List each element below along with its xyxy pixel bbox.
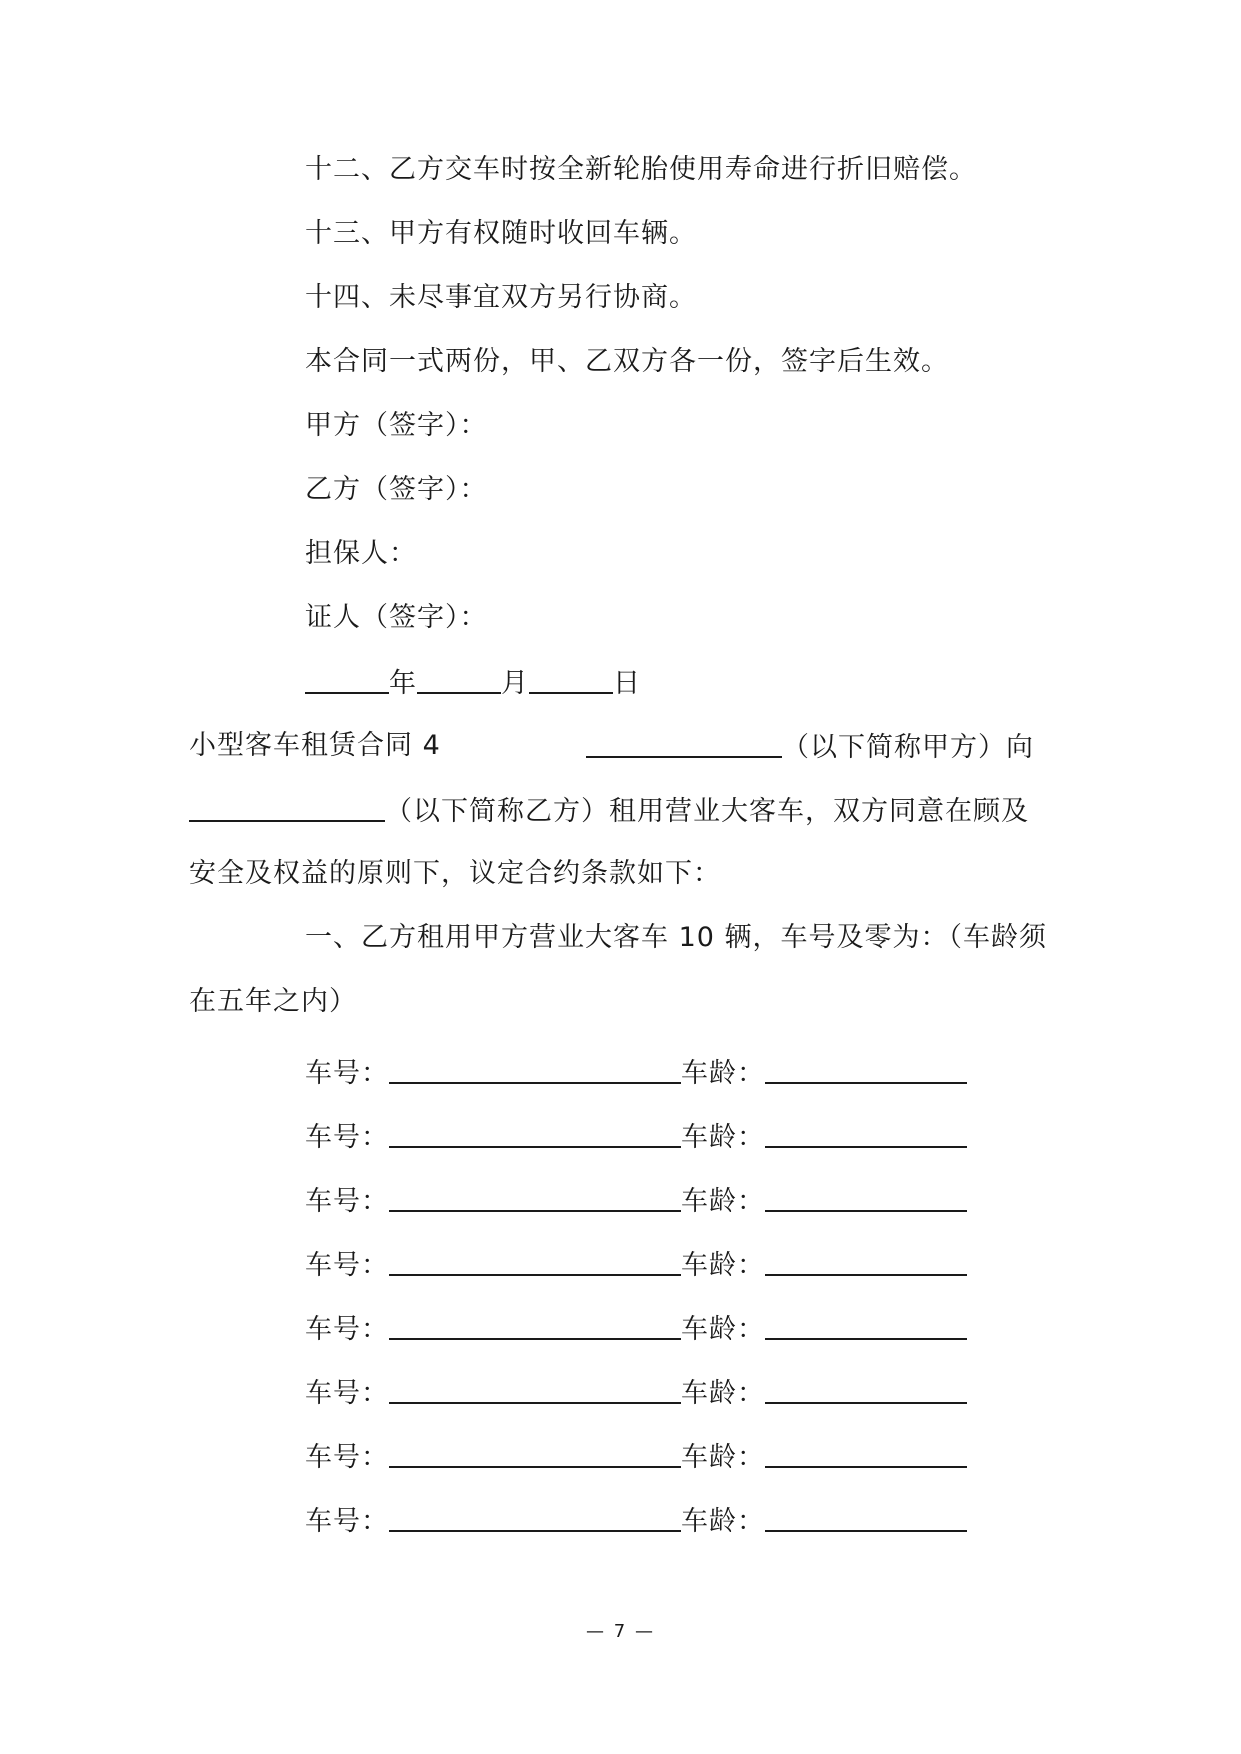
age-blank	[765, 1436, 967, 1468]
year-label: 年	[389, 668, 417, 699]
party-a-suffix: （以下简称甲方）向	[782, 732, 1034, 763]
month-label: 月	[501, 668, 529, 699]
clause-13: 十三、甲方有权随时收回车辆。	[305, 218, 697, 249]
age-blank	[765, 1052, 967, 1084]
plate-blank	[389, 1052, 681, 1084]
day-label: 日	[613, 668, 641, 699]
age-label: 车龄：	[681, 1186, 765, 1217]
plate-blank	[389, 1500, 681, 1532]
plate-label: 车号：	[305, 1250, 389, 1281]
vehicle-row	[305, 1180, 967, 1222]
age-blank	[765, 1308, 967, 1340]
plate-blank	[389, 1180, 681, 1212]
age-blank	[765, 1116, 967, 1148]
plate-label: 车号：	[305, 1186, 389, 1217]
age-label: 车龄：	[681, 1314, 765, 1345]
clause-12: 十二、乙方交车时按全新轮胎使用寿命进行折旧赔偿。	[305, 154, 977, 185]
vehicle-row	[305, 1308, 967, 1350]
vehicle-row	[305, 1372, 967, 1414]
day-blank	[529, 662, 613, 694]
plate-label: 车号：	[305, 1314, 389, 1345]
page-number: — 7 —	[586, 1621, 655, 1642]
plate-blank	[389, 1244, 681, 1276]
clause-1-line-1: 一、乙方租用甲方营业大客车 10 辆，车号及零为：（车龄须	[305, 922, 1048, 953]
age-blank	[765, 1500, 967, 1532]
plate-blank	[389, 1308, 681, 1340]
vehicle-row	[305, 1436, 967, 1478]
age-label: 车龄：	[681, 1442, 765, 1473]
age-blank	[765, 1244, 967, 1276]
plate-label: 车号：	[305, 1378, 389, 1409]
age-label: 车龄：	[681, 1506, 765, 1537]
contract4-second-line	[189, 790, 1029, 832]
clause-1-line-2: 在五年之内）	[189, 986, 357, 1017]
plate-label: 车号：	[305, 1506, 389, 1537]
date-line	[305, 662, 641, 704]
age-label: 车龄：	[681, 1058, 765, 1089]
clause-14: 十四、未尽事宜双方另行协商。	[305, 282, 697, 313]
party-a-signature: 甲方（签字）：	[305, 410, 488, 441]
age-blank	[765, 1372, 967, 1404]
contract4-first-line	[189, 726, 1049, 766]
age-label: 车龄：	[681, 1122, 765, 1153]
witness-signature: 证人（签字）：	[305, 602, 488, 633]
year-blank	[305, 662, 389, 694]
party-b-signature: 乙方（签字）：	[305, 474, 488, 505]
plate-blank	[389, 1372, 681, 1404]
party-a-blank	[586, 726, 782, 758]
vehicle-row	[305, 1052, 967, 1094]
age-label: 车龄：	[681, 1378, 765, 1409]
age-label: 车龄：	[681, 1250, 765, 1281]
plate-label: 车号：	[305, 1058, 389, 1089]
plate-label: 车号：	[305, 1442, 389, 1473]
vehicle-row	[305, 1500, 967, 1542]
party-b-blank	[189, 790, 385, 822]
vehicle-row	[305, 1244, 967, 1286]
plate-blank	[389, 1116, 681, 1148]
vehicle-row	[305, 1116, 967, 1158]
plate-blank	[389, 1436, 681, 1468]
guarantor-signature: 担保人：	[305, 538, 417, 569]
contract4-title: 小型客车租赁合同 4	[189, 730, 441, 761]
party-b-suffix: （以下简称乙方）租用营业大客车，双方同意在顾及	[385, 796, 1029, 827]
contract4-intro-end: 安全及权益的原则下，议定合约条款如下：	[189, 858, 721, 889]
age-blank	[765, 1180, 967, 1212]
plate-label: 车号：	[305, 1122, 389, 1153]
month-blank	[417, 662, 501, 694]
party-a-fill	[586, 726, 1034, 768]
effective-clause: 本合同一式两份，甲、乙双方各一份，签字后生效。	[305, 346, 949, 377]
